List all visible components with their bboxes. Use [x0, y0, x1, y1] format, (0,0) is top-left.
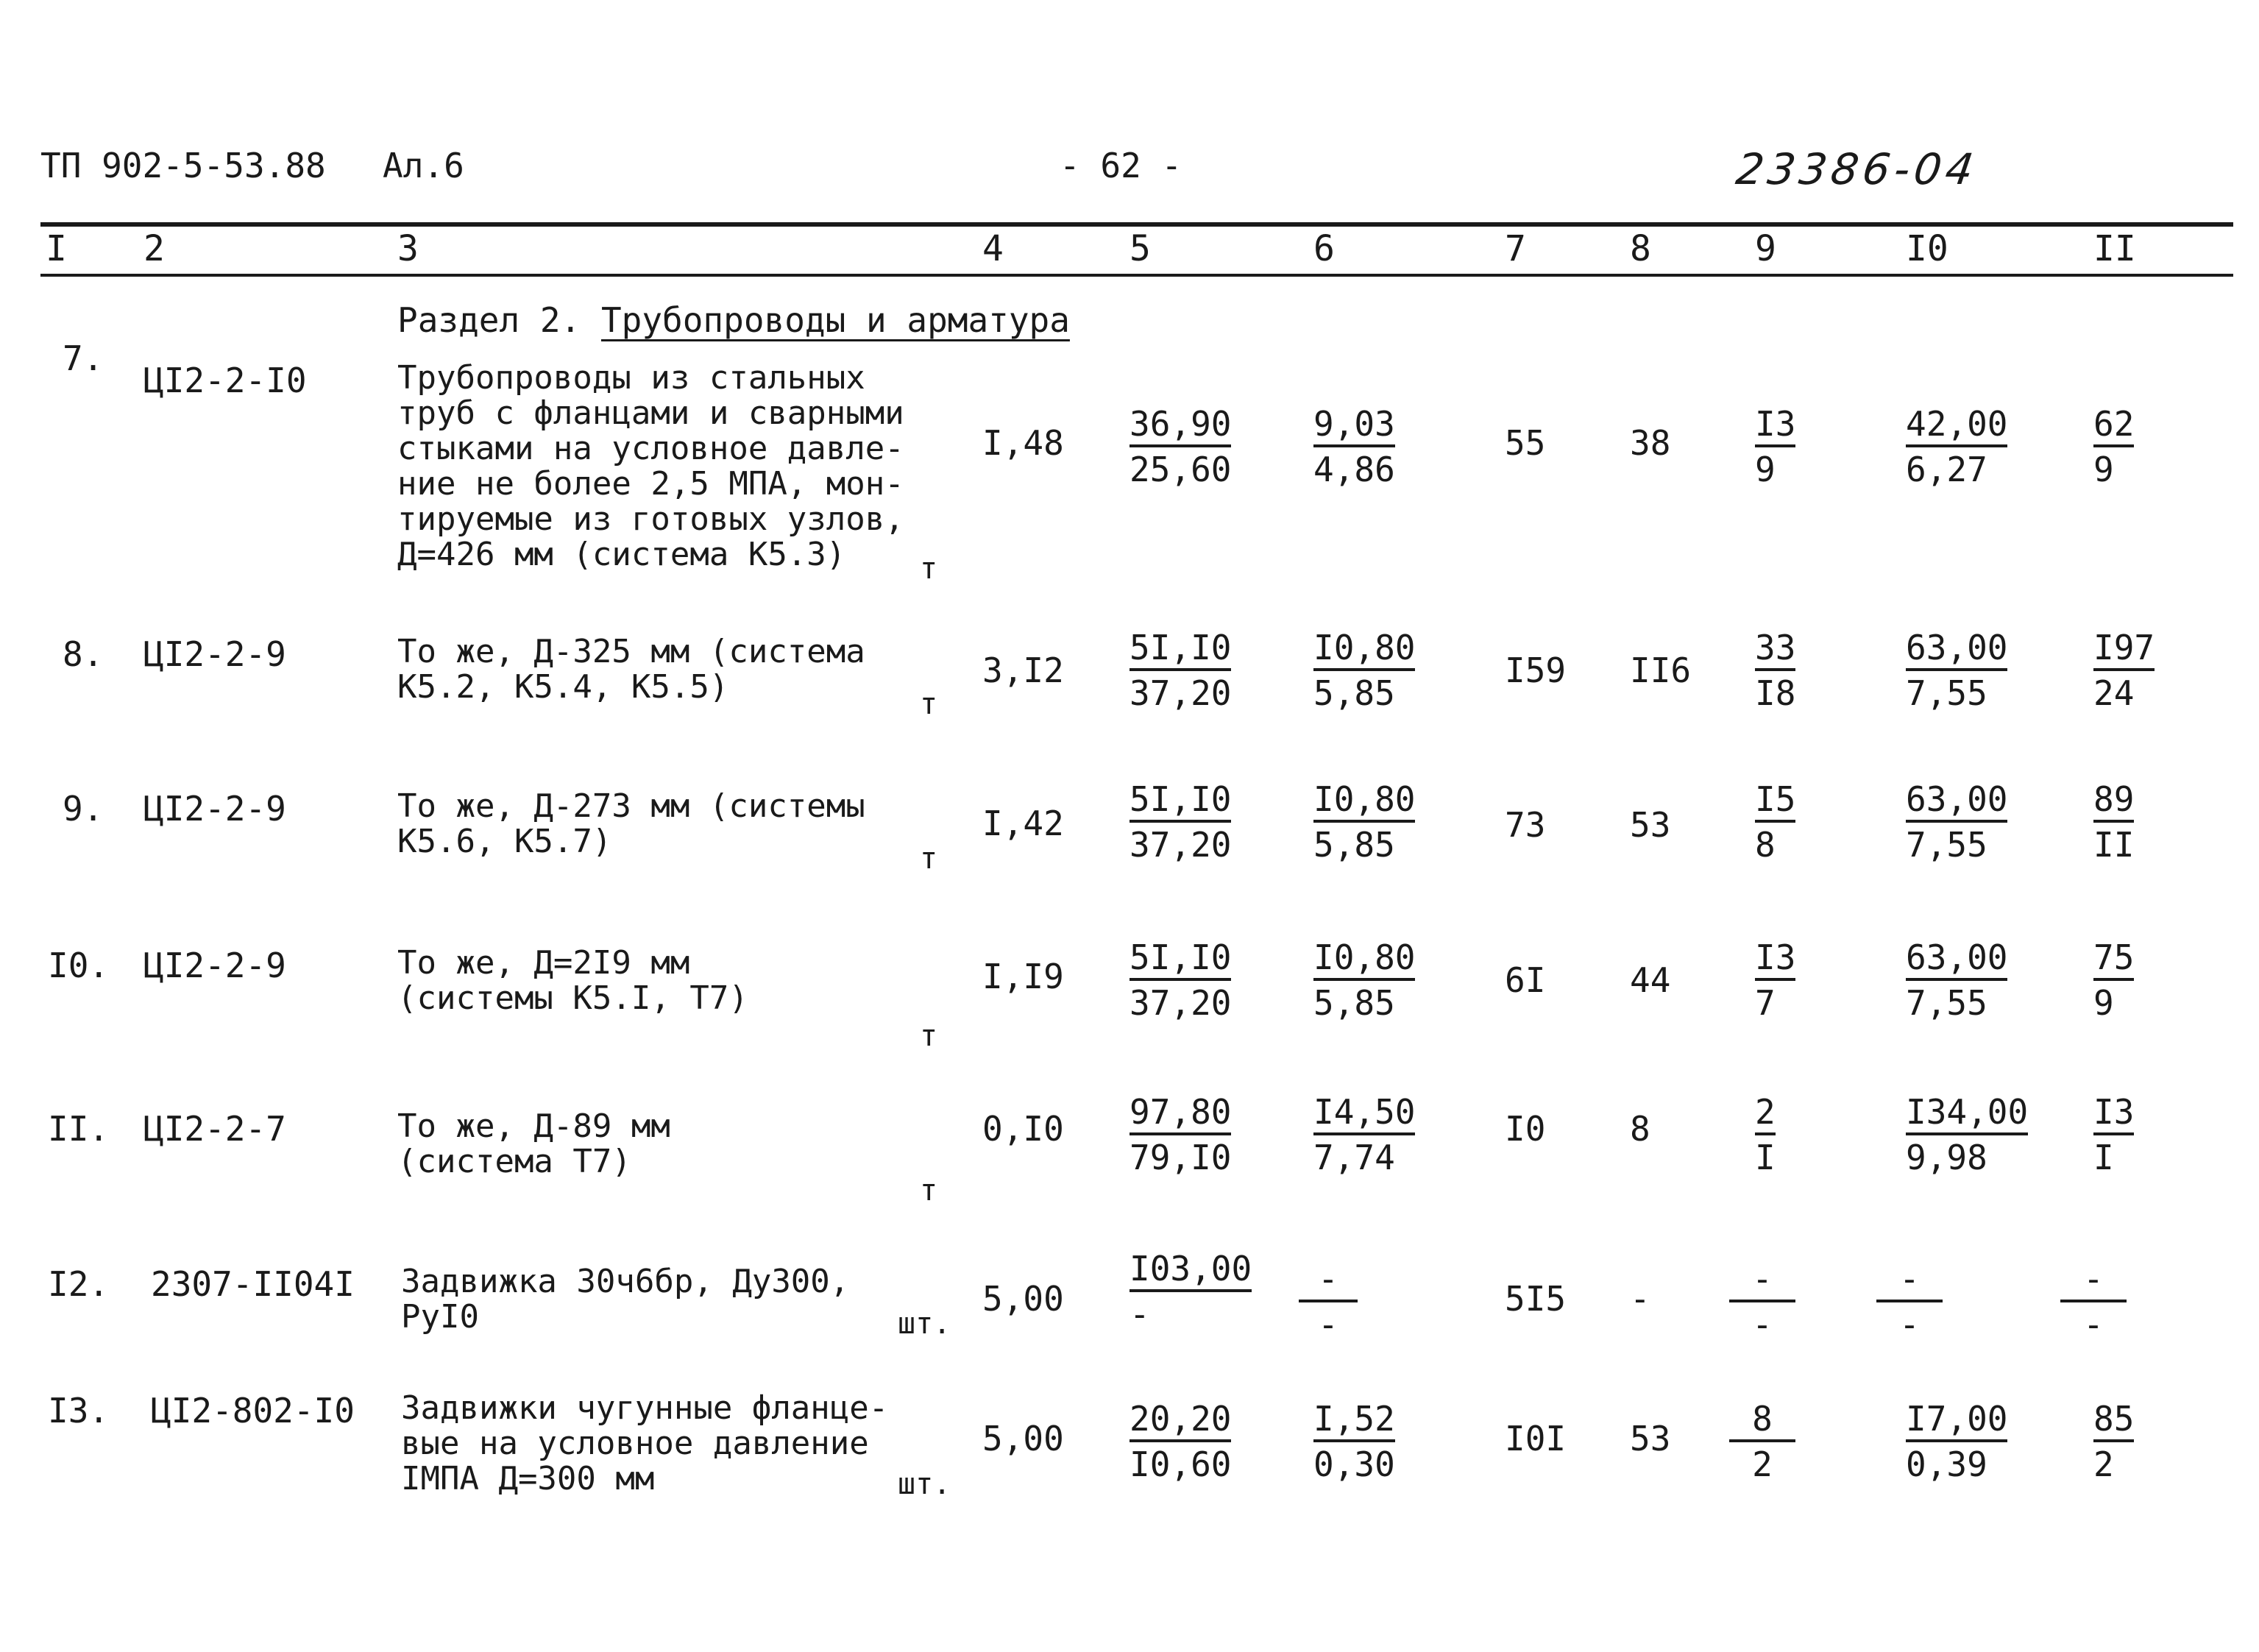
col8-value: 44	[1630, 960, 1671, 1000]
col9-fraction: $\frac{8}{2}$	[1729, 1400, 1795, 1486]
header-rule-bottom	[40, 274, 2233, 277]
col-num-3: 3	[397, 228, 419, 269]
row-number: I0.	[48, 946, 110, 985]
col5-fraction: I03,00 -	[1130, 1249, 1252, 1334]
col-num-8: 8	[1630, 228, 1651, 269]
row-code: ЦI2-802-I0	[151, 1391, 355, 1431]
col-num-10: I0	[1906, 228, 1948, 269]
handwritten-number: 23386-04	[1733, 144, 1982, 194]
row-unit: т	[920, 1019, 938, 1053]
row-quantity: 5,00	[982, 1419, 1064, 1458]
row-unit: шт.	[898, 1307, 951, 1341]
col-num-9: 9	[1755, 228, 1776, 269]
col6-fraction: $\frac{9,03}{4,86}$	[1313, 404, 1395, 489]
col10-fraction: $\frac{63,00}{7,55}$	[1906, 937, 2008, 1023]
col10-fraction: $\frac{I7,00}{0,39}$	[1906, 1399, 2008, 1484]
col8-value: 53	[1630, 1419, 1671, 1458]
col6-fraction: $\frac{I4,50}{7,74}$	[1313, 1092, 1416, 1177]
row-description: Трубопроводы из стальных труб с фланцами и сварными стыками на условное давле- ние не более 2,5 МПА, мон- тируемые из готовых узлов, Д=426 мм (система К5.3)	[397, 359, 904, 573]
col5-fraction: $\frac{5I,I0}{37,20}$	[1130, 937, 1232, 1023]
col10-fraction: $\frac{I34,00}{9,98}$	[1906, 1092, 2029, 1177]
col7-value: 73	[1505, 805, 1546, 845]
col7-value: 6I	[1505, 960, 1546, 1000]
col11-fraction: $\frac{89}{II}$	[2093, 779, 2135, 865]
col11-fraction: $\frac{85}{2}$	[2093, 1399, 2135, 1484]
col11-fraction: $\frac{I3}{I}$	[2093, 1092, 2135, 1177]
section-title	[397, 300, 1070, 340]
row-quantity: 5,00	[982, 1279, 1064, 1319]
col7-value: 55	[1505, 423, 1546, 463]
col-num-1: I	[46, 228, 67, 269]
row-unit: т	[920, 552, 938, 586]
doc-code: ТП 902-5-53.88	[40, 146, 326, 185]
col-num-2: 2	[143, 228, 165, 269]
row-number: I3.	[48, 1391, 110, 1431]
row-number: I2.	[48, 1264, 110, 1304]
col10-fraction: $\frac{63,00}{7,55}$	[1906, 779, 2008, 865]
col9-fraction: - -	[1729, 1260, 1795, 1347]
col-num-6: 6	[1313, 228, 1335, 269]
row-quantity: I,42	[982, 804, 1064, 843]
col5-fraction: $\frac{5I,I0}{37,20}$	[1130, 779, 1232, 865]
col11-fraction: $\frac{75}{9}$	[2093, 937, 2135, 1023]
col-num-11: II	[2093, 228, 2136, 269]
col11-fraction: - -	[2060, 1260, 2127, 1347]
col8-value: 53	[1630, 805, 1671, 845]
col5-fraction: $\frac{5I,I0}{37,20}$	[1130, 628, 1232, 713]
col9-fraction: $\frac{33}{I8}$	[1755, 628, 1796, 713]
col6-fraction: - -	[1299, 1260, 1358, 1347]
col6-fraction: $\frac{I0,80}{5,85}$	[1313, 937, 1416, 1023]
col8-value: -	[1630, 1279, 1650, 1319]
col8-value: 38	[1630, 423, 1671, 463]
row-code: ЦI2-2-9	[143, 789, 286, 829]
row-unit: т	[920, 687, 938, 721]
col6-fraction: $\frac{I0,80}{5,85}$	[1313, 628, 1416, 713]
col6-fraction: $\frac{I0,80}{5,85}$	[1313, 779, 1416, 865]
row-quantity: I,I9	[982, 957, 1064, 996]
row-description: То же, Д=2I9 мм (системы К5.I, Т7)	[397, 944, 748, 1017]
row-description: Задвижка 30ч6бр, Ду300, РуI0	[401, 1263, 850, 1336]
col11-fraction: $\frac{I97}{24}$	[2093, 628, 2155, 713]
col6-fraction: $\frac{I,52}{0,30}$	[1313, 1399, 1395, 1484]
row-quantity: I,48	[982, 423, 1064, 463]
col10-fraction: $\frac{42,00}{6,27}$	[1906, 404, 2008, 489]
col11-fraction: $\frac{62}{9}$	[2093, 404, 2135, 489]
row-quantity: 3,I2	[982, 650, 1064, 690]
row-description: То же, Д-273 мм (системы К5.6, К5.7)	[397, 787, 865, 860]
row-code: 2307-II04I	[151, 1264, 355, 1304]
col9-fraction: $\frac{2}{I}$	[1755, 1092, 1776, 1177]
row-description: Задвижки чугунные фланце- вые на условное давление IМПА Д=300 мм	[401, 1389, 889, 1497]
col-num-5: 5	[1130, 228, 1151, 269]
section-prefix: Раздел 2.	[397, 300, 581, 340]
row-code: ЦI2-2-9	[143, 634, 286, 674]
row-unit: т	[920, 1174, 938, 1208]
row-number: 7.	[63, 338, 104, 378]
col10-fraction: - -	[1876, 1260, 1943, 1347]
row-description: То же, Д-325 мм (система К5.2, К5.4, К5.5)	[397, 633, 865, 706]
col10-fraction: $\frac{63,00}{7,55}$	[1906, 628, 2008, 713]
col-num-4: 4	[982, 228, 1004, 269]
row-number: 9.	[63, 789, 104, 829]
row-code: ЦI2-2-7	[143, 1109, 286, 1149]
col9-fraction: $\frac{I3}{9}$	[1755, 404, 1796, 489]
col-num-7: 7	[1505, 228, 1526, 269]
header-rule-top	[40, 222, 2233, 227]
row-code: ЦI2-2-9	[143, 946, 286, 985]
col8-value: II6	[1630, 650, 1692, 690]
album-number: Ал.6	[383, 146, 464, 185]
col8-value: 8	[1630, 1109, 1650, 1149]
col7-value: I59	[1505, 650, 1567, 690]
row-number: 8.	[63, 634, 104, 674]
row-unit: шт.	[898, 1467, 951, 1501]
row-code: ЦI2-2-I0	[143, 361, 307, 400]
row-description: То же, Д-89 мм (система Т7)	[397, 1107, 670, 1180]
row-number: II.	[48, 1109, 110, 1149]
col7-value: I0I	[1505, 1419, 1567, 1458]
row-quantity: 0,I0	[982, 1109, 1064, 1149]
section-name: Трубопроводы и арматура	[600, 300, 1070, 340]
col9-fraction: $\frac{I3}{7}$	[1755, 937, 1796, 1023]
col7-value: 5I5	[1505, 1279, 1567, 1319]
col7-value: I0	[1505, 1109, 1546, 1149]
col9-fraction: $\frac{I5}{8}$	[1755, 779, 1796, 865]
row-unit: т	[920, 842, 938, 876]
col5-fraction: $\frac{36,90}{25,60}$	[1130, 404, 1232, 489]
col5-fraction: $\frac{20,20}{I0,60}$	[1130, 1399, 1232, 1484]
page-number: - 62 -	[1060, 146, 1182, 185]
col5-fraction: $\frac{97,80}{79,I0}$	[1130, 1092, 1232, 1177]
